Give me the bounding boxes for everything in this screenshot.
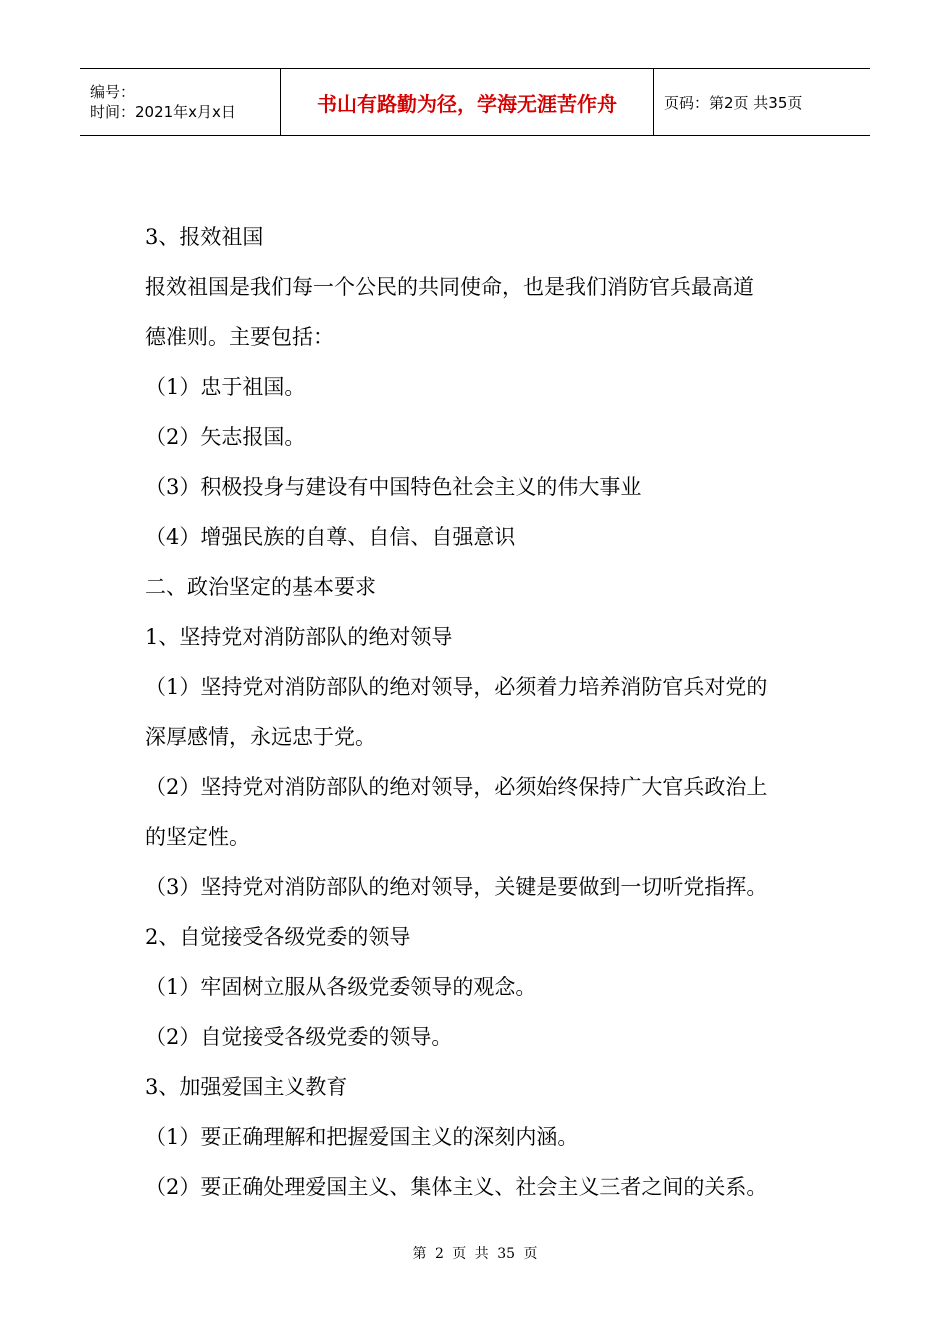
body-line: （2）坚持党对消防部队的绝对领导，必须始终保持广大官兵政治上	[145, 775, 768, 799]
body-line: （1）忠于祖国。	[145, 375, 306, 399]
body-line: 的坚定性。	[145, 825, 250, 849]
body-line: （1）坚持党对消防部队的绝对领导，必须着力培养消防官兵对党的	[145, 675, 768, 699]
body-line: 2、自觉接受各级党委的领导	[145, 925, 411, 949]
body-line: 报效祖国是我们每一个公民的共同使命，也是我们消防官兵最高道	[145, 275, 754, 299]
body-line: 深厚感情，永远忠于党。	[145, 725, 376, 749]
body-line: （2）要正确处理爱国主义、集体主义、社会主义三者之间的关系。	[145, 1175, 768, 1199]
body-line: （4）增强民族的自尊、自信、自强意识	[145, 525, 516, 549]
body-line: 1、坚持党对消防部队的绝对领导	[145, 625, 453, 649]
body-line: （2）自觉接受各级党委的领导。	[145, 1025, 453, 1049]
page-header	[80, 68, 870, 136]
document-number-label: 编号：	[90, 83, 136, 101]
body-line: （3）积极投身与建设有中国特色社会主义的伟大事业	[145, 475, 642, 499]
body-line: 二、政治坚定的基本要求	[145, 575, 376, 599]
page-footer: 第 2 页 共 35 页	[412, 1246, 538, 1262]
document-time-label: 时间：2021年x月x日	[90, 103, 236, 121]
body-line: 3、加强爱国主义教育	[145, 1075, 348, 1099]
header-meta	[80, 69, 281, 135]
body-line: （2）矢志报国。	[145, 425, 306, 449]
body-line: （1）牢固树立服从各级党委领导的观念。	[145, 975, 537, 999]
header-page-info: 页码：第2页 共35页	[664, 93, 803, 112]
body-line: （3）坚持党对消防部队的绝对领导，关键是要做到一切听党指挥。	[145, 875, 768, 899]
document-body	[145, 212, 825, 1212]
header-motto: 书山有路勤为径，学海无涯苦作舟	[281, 69, 654, 135]
body-line: 德准则。主要包括：	[145, 325, 334, 349]
body-line: 3、报效祖国	[145, 225, 264, 249]
body-line: （1）要正确理解和把握爱国主义的深刻内涵。	[145, 1125, 579, 1149]
